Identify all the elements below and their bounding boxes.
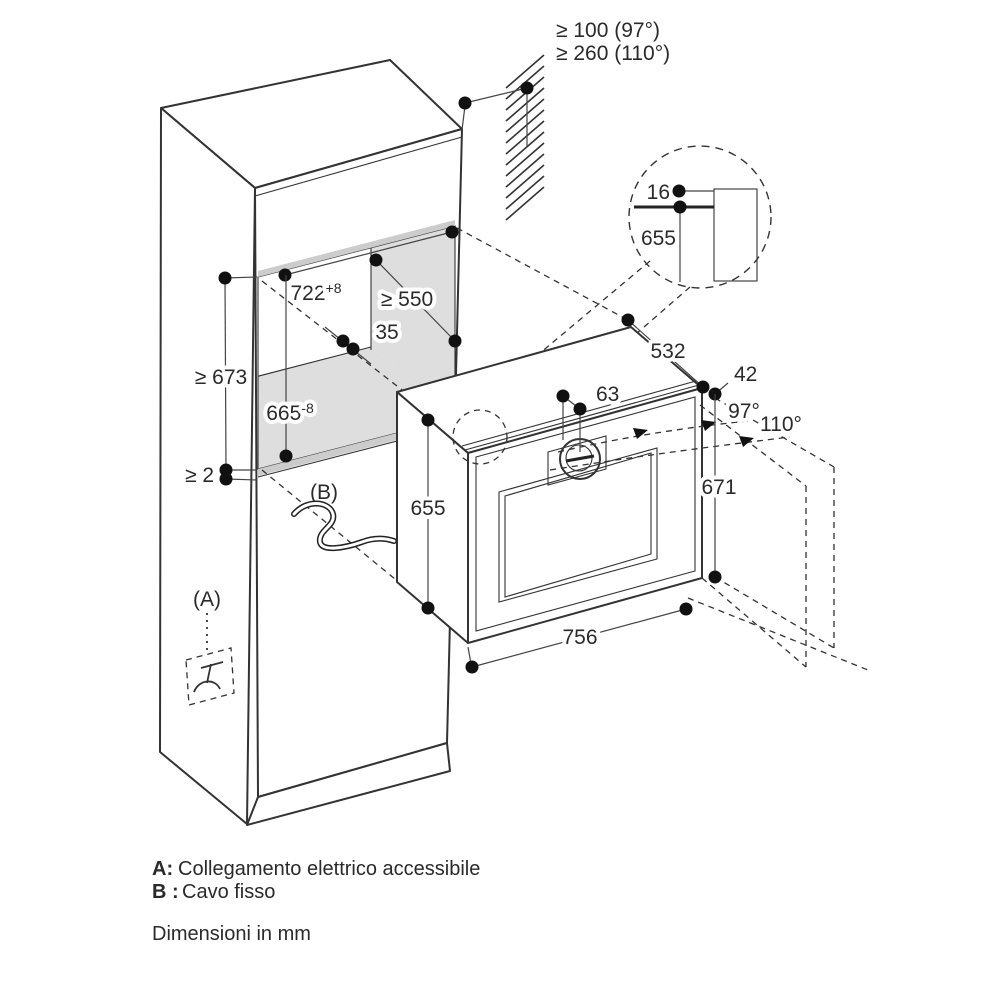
front-height-label: 671 [701,476,737,499]
legend-b-key: B : [152,881,179,903]
angle-97-label: 97° [728,400,760,423]
niche-offset-label: 35 [375,321,399,344]
door-thickness-label: 42 [734,363,758,386]
dim-door-thickness [709,363,758,401]
niche-width-label: $722^{+8}$ [290,280,342,305]
wall-clearance-label-2: ≥ 260 (110°) [556,42,671,65]
detail-circle [629,146,771,288]
bottom-gap-label: ≥ 2 [184,464,214,487]
knob-offset-label: 63 [596,383,620,406]
oven-width-label: 756 [562,626,598,649]
wall-clearance-label-1: ≥ 100 (97°) [556,19,660,42]
units-note: Dimensioni in mm [152,923,311,945]
callout-a-label: (A) [193,588,221,611]
legend-a-key: A: [152,858,174,880]
detail-thickness-label: 16 [646,181,670,204]
detail-height-label: 655 [640,227,676,250]
body-height-label: 655 [410,497,446,520]
body-depth-label: 532 [650,340,686,363]
angle-110-label: 110° [760,413,802,436]
dim-wall-clearance [459,19,671,146]
niche-min-height-label: ≥ 673 [194,366,248,389]
niche-depth-label: ≥ 550 [380,288,434,311]
legend [152,858,480,945]
legend-a-text: Collegamento elettrico accessibile [178,858,481,880]
legend-b-text: Cavo fisso [182,881,276,903]
wall-hatching [506,55,544,220]
niche-height-label: $665^{-8}$ [266,400,314,425]
alignment-line-top [457,228,626,319]
callout-b-label: (B) [310,481,338,504]
